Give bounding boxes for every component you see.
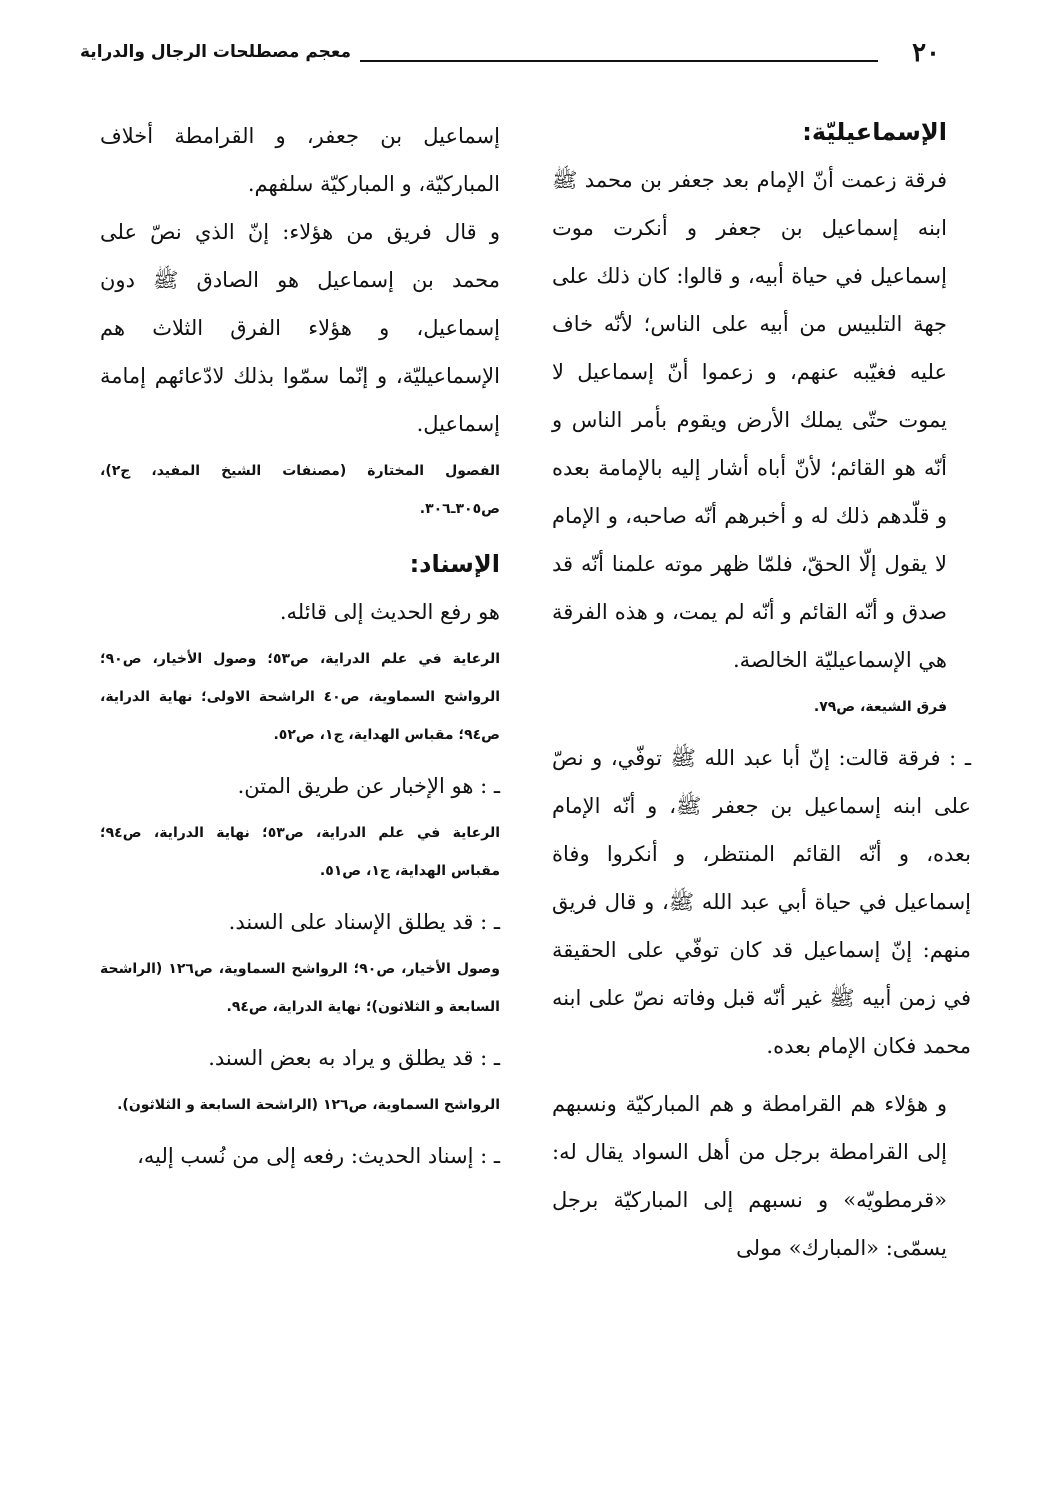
paragraph: و هؤلاء هم القرامطة و هم المباركيّة ونسبهم إلى القرامطة برجل من أهل السواد يقال له: «قرمطويّه» و نسبهم إلى المباركيّة برجل يسمّى: «المبارك» مولى [552,1092,947,1260]
definition: هو رفع الحديث إلى قائله. [279,600,500,624]
source-citation: فرق الشيعة، ص٧٩. [813,699,947,715]
paragraph: فرقة زعمت أنّ الإمام بعد جعفر بن محمد ﷺ ابنه إسماعيل بن جعفر و أنكرت موت إسماعيل في حياة أبيه، و قالوا: كان ذلك على جهة التلبيس من أبيه على الناس؛ لأنّه خاف عليه فغيّبه عنهم، و زعموا أنّ إسماعيل لا يموت حتّى يملك الأرض ويقوم بأمر الناس و أنّه هو القائم؛ لأنّ أباه أشار إليه بالإمامة بعده و قلّدهم ذلك له و أخبرهم أنّه صاحبه، و الإمام لا يقول إلّا الحقّ، فلمّا ظهر موته علمنا أنّه قد صدق و أنّه القائم و أنّه لم يمت، و هذه الفرقة هي الإسماعيليّة الخالصة. [552,168,947,672]
source-citation: الرواشح السماوية، ص١٢٦ (الراشحة السابعة و الثلاثون). [117,1097,500,1113]
source-citation: الرعاية في علم الدراية، ص٥٣؛ وصول الأخيار، ص٩٠؛ الرواشح السماوية، ص٤٠ الراشحة الاولى؛ نهاية الدراية، ص٩٤؛ مقباس الهداية، ج١، ص٥٢. [100,651,501,743]
source-citation: الرعاية في علم الدراية، ص٥٣؛ نهاية الدراية، ص٩٤؛ مقباس الهداية، ج١، ص٥١. [100,825,501,879]
entry-heading-ismailiyya: الإسماعيليّة: [802,118,947,146]
definition: ـ : هو الإخبار عن طريق المتن. [237,774,500,798]
header-rule [360,60,878,62]
entry-heading-isnad: الإسناد: [409,550,500,578]
page-number: ٢٠ [912,38,940,68]
paragraph: و قال فريق من هؤلاء: إنّ الذي نصّ على محمد بن إسماعيل هو الصادق ﷺ دون إسماعيل، و هؤلاء الفرق الثلاث هم الإسماعيليّة، و إنّما سمّوا بذلك لادّعائهم إمامة إسماعيل. [100,220,500,436]
left-column [100,112,500,1180]
source-citation: الفصول المختارة (مصنفات الشيخ المفيد، ج٢)، ص٣٠٥ـ٣٠٦. [100,463,500,517]
paragraph: إسماعيل بن جعفر، و القرامطة أخلاف المباركيّة، و المباركيّة سلفهم. [100,124,500,196]
definition: ـ : قد يطلق الإسناد على السند. [228,910,500,934]
running-title: معجم مصطلحات الرجال والدراية [80,42,352,62]
paragraph: ـ : فرقة قالت: إنّ أبا عبد الله ﷺ توفّي، و نصّ على ابنه إسماعيل بن جعفر ﷺ، و أنّه الإمام بعده، و أنّه القائم المنتظر، و أنكروا وفاة إسماعيل في حياة أبي عبد الله ﷺ، و قال فريق منهم: إنّ إسماعيل قد كان توفّي على الحقيقة في زمن أبيه ﷺ غير أنّه قبل وفاته نصّ على ابنه محمد فكان الإمام بعده. [552,746,971,1058]
definition: ـ : إسناد الحديث: رفعه إلى من نُسب إليه، [137,1144,500,1168]
right-column [552,112,971,1272]
source-citation: وصول الأخيار، ص٩٠؛ الرواشح السماوية، ص١٢٦ (الراشحة السابعة و الثلاثون)؛ نهاية الدراية، ص٩٤. [100,961,501,1015]
definition: ـ : قد يطلق و يراد به بعض السند. [208,1046,500,1070]
page-header [70,34,970,74]
